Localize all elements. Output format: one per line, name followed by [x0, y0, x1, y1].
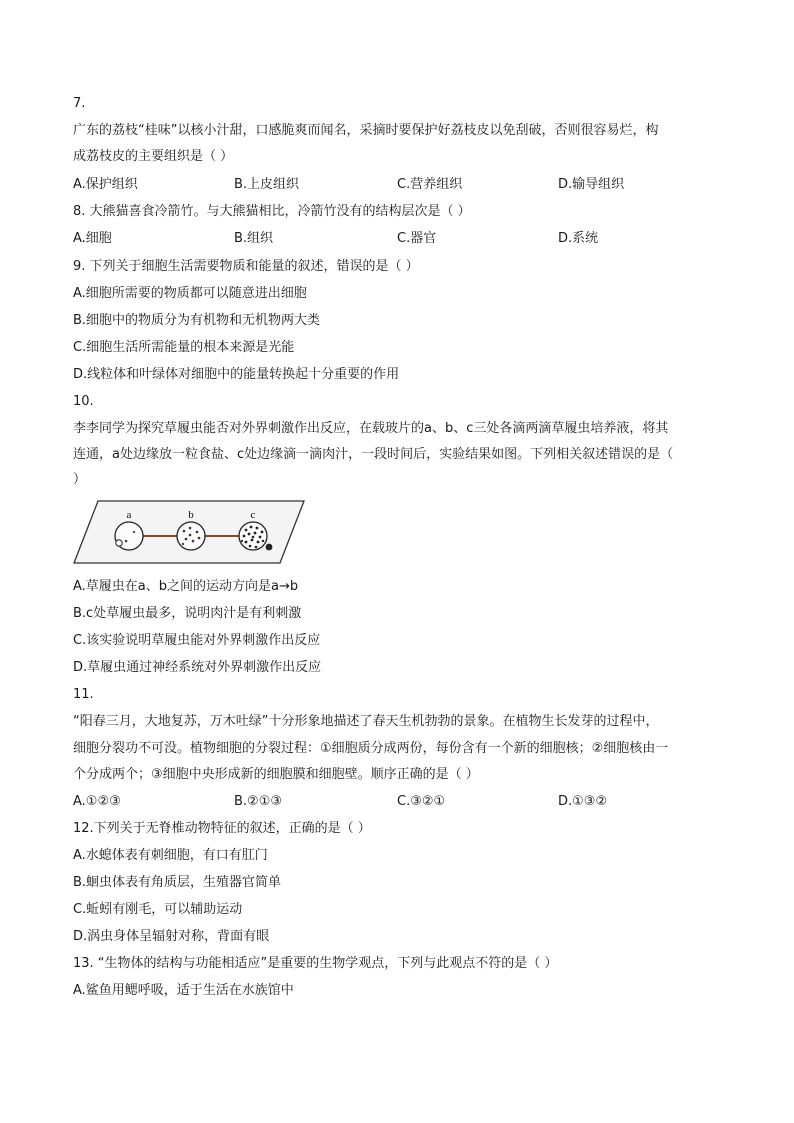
salt-grain	[116, 540, 122, 546]
q10-option-a: A.草履虫在a、b之间的运动方向是a→b	[73, 579, 299, 594]
q9-option-c: C.细胞生活所需能量的根本来源是光能	[73, 340, 295, 355]
q8-option-c: C.器官	[397, 231, 437, 246]
q11-option-b: B.②①③	[234, 794, 283, 809]
q7-stem-line1: 广东的荔枝“桂味”以核小汁甜，口感脆爽而闻名，采摘时要保护好荔枝皮以免刮破，否则很容易烂，构	[73, 123, 659, 138]
q11-option-a: A.①②③	[73, 794, 121, 809]
q9-option-b: B.细胞中的物质分为有机物和无机物两大类	[73, 313, 321, 328]
q13-option-a: A.鲨鱼用鳃呼吸，适于生活在水族馆中	[73, 983, 294, 998]
q11-stem-line3: 个分成两个；③细胞中央形成新的细胞膜和细胞壁。顺序正确的是（ ）	[73, 767, 479, 782]
q8-option-a: A.细胞	[73, 231, 112, 246]
q10-number: 10.	[73, 394, 94, 409]
q7-option-a: A.保护组织	[73, 177, 138, 192]
q8-stem: 8. 大熊猫喜食冷箭竹。与大熊猫相比，冷箭竹没有的结构层次是（ ）	[73, 204, 471, 219]
q9-option-d: D.线粒体和叶绿体对细胞中的能量转换起十分重要的作用	[73, 367, 400, 382]
q9-stem: 9. 下列关于细胞生活需要物质和能量的叙述，错误的是（ ）	[73, 259, 419, 274]
q12-option-b: B.蛔虫体表有角质层，生殖器官简单	[73, 875, 282, 890]
q10-option-c: C.该实验说明草履虫能对外界刺激作出反应	[73, 633, 321, 648]
q12-option-a: A.水螅体表有刺细胞，有口有肛门	[73, 848, 268, 863]
q10-option-b: B.c处草履虫最多，说明肉汁是有利刺激	[73, 606, 302, 621]
q10-stem-line1: 李李同学为探究草履虫能否对外界刺激作出反应，在载玻片的a、b、c三处各滴两滴草履虫培养液，将其	[73, 421, 669, 436]
q12-option-c: C.蚯蚓有刚毛，可以辅助运动	[73, 902, 243, 917]
q12-stem: 12.下列关于无脊椎动物特征的叙述，正确的是（ ）	[73, 821, 371, 836]
q11-option-c: C.③②①	[397, 794, 446, 809]
q7-option-d: D.输导组织	[558, 177, 625, 192]
q8-option-b: B.组织	[234, 231, 274, 246]
q11-stem-line1: “阳春三月，大地复苏，万木吐绿”十分形象地描述了春天生机勃勃的景象。在植物生长发芽的过程中，	[73, 714, 659, 729]
q11-stem-line2: 细胞分裂功不可没。植物细胞的分裂过程：①细胞质分成两份，每份含有一个新的细胞核；②细胞核由一	[73, 741, 669, 756]
meat-juice-drop	[266, 544, 273, 551]
drop-b	[177, 522, 205, 550]
q12-option-d: D.涡虫身体呈辐射对称，背面有眼	[73, 929, 270, 944]
q8-option-d: D.系统	[558, 231, 599, 246]
q10-stem-line3: ）	[73, 472, 87, 487]
q7-option-b: B.上皮组织	[234, 177, 300, 192]
q9-option-a: A.细胞所需要的物质都可以随意进出细胞	[73, 286, 307, 301]
q10-stem-line2: 连通，a处边缘放一粒食盐、c处边缘滴一滴肉汁，一段时间后，实验结果如图。下列相关叙述错误的是（	[73, 447, 674, 462]
q7-number: 7.	[73, 96, 86, 111]
label-b: b	[188, 509, 194, 521]
q11-number: 11.	[73, 687, 94, 702]
q10-option-d: D.草履虫通过神经系统对外界刺激作出反应	[73, 660, 322, 675]
paramecium-slide-figure	[72, 497, 306, 569]
q7-stem-line2: 成荔枝皮的主要组织是（ ）	[73, 149, 234, 164]
label-c: c	[250, 509, 256, 521]
q13-stem: 13. “生物体的结构与功能相适应”是重要的生物学观点，下列与此观点不符的是（ ）	[73, 956, 558, 971]
q7-option-c: C.营养组织	[397, 177, 463, 192]
label-a: a	[126, 509, 132, 521]
q11-option-d: D.①③②	[558, 794, 608, 809]
